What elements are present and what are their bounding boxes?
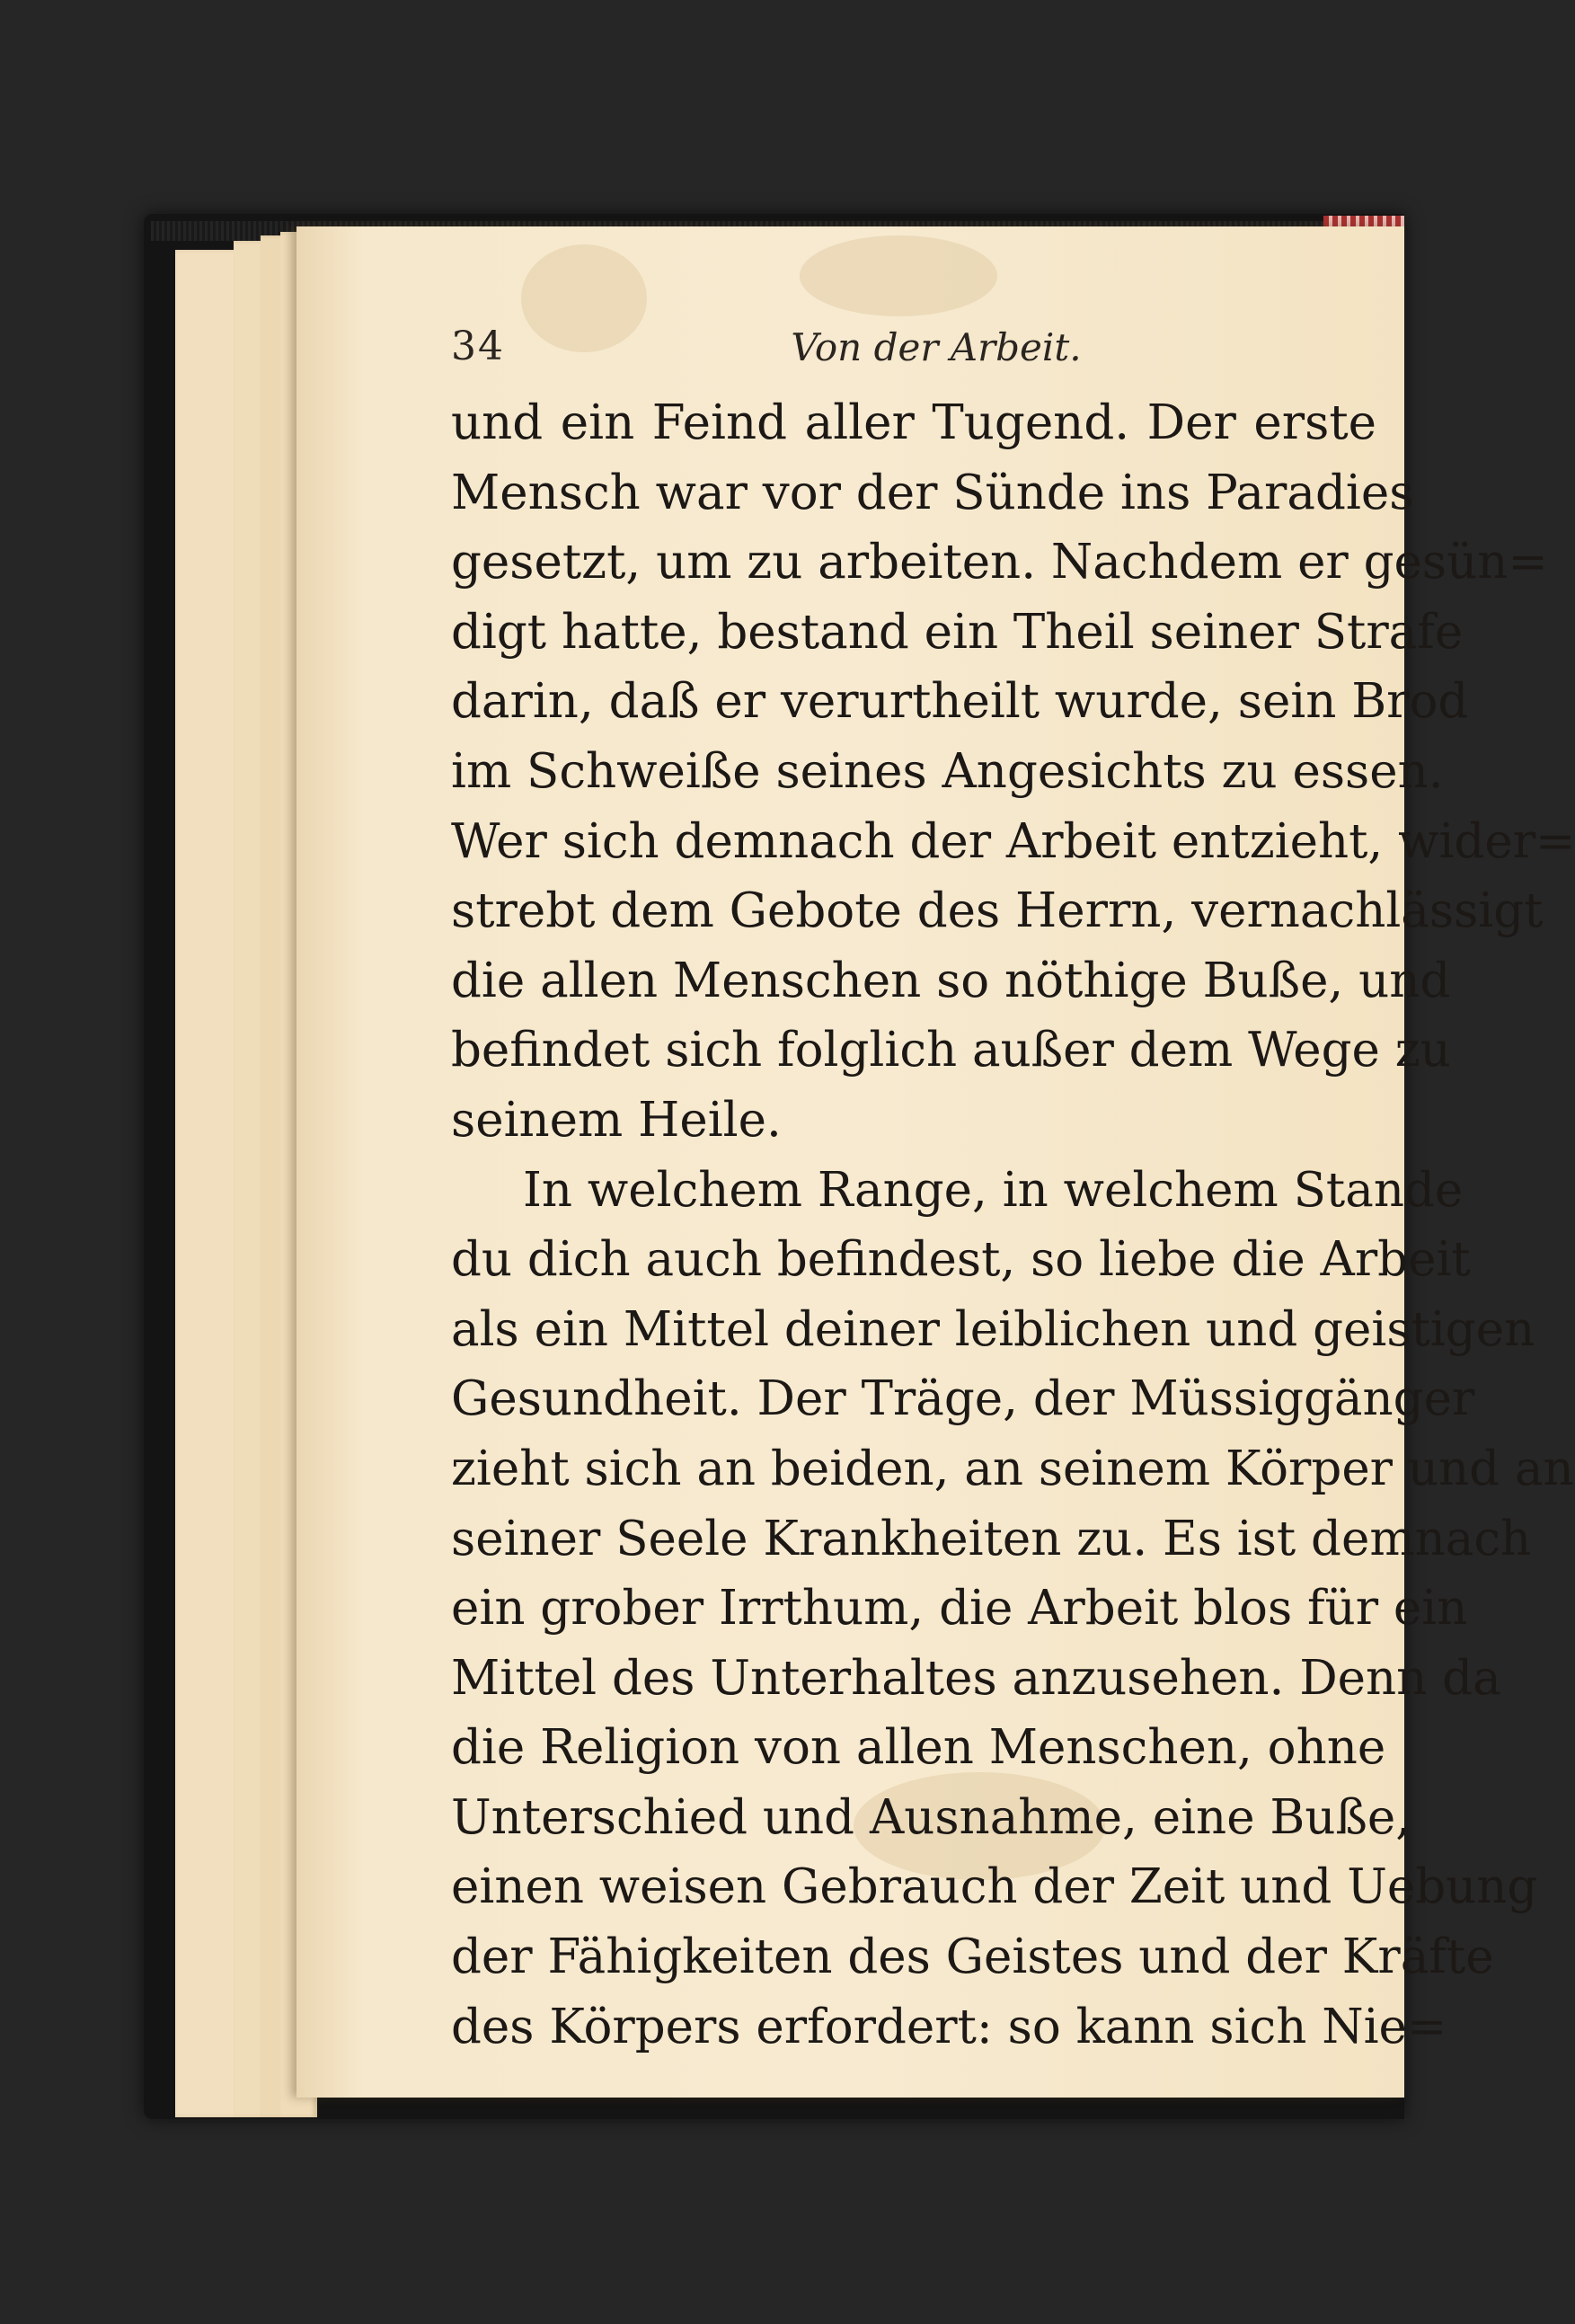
text-line: Gesundheit. Der Träge, der Müssiggänger xyxy=(451,1371,1475,1427)
text-line: Mittel des Unterhaltes anzusehen. Denn da xyxy=(451,1650,1501,1706)
paragraph xyxy=(451,388,1575,1156)
text-line: als ein Mittel deiner leiblichen und geistigen xyxy=(451,1301,1535,1357)
text-line: die allen Menschen so nöthige Buße, und xyxy=(451,953,1451,1008)
book-page xyxy=(296,226,1575,2098)
text-line: du dich auch befindest, so liebe die Arbeit xyxy=(451,1232,1471,1288)
text-line: zieht sich an beiden, an seinem Körper und an xyxy=(451,1441,1574,1496)
text-line: einen weisen Gebrauch der Zeit und Uebung xyxy=(451,1859,1538,1915)
body-text xyxy=(451,388,1575,2062)
text-line: In welchem Range, in welchem Stande xyxy=(523,1162,1464,1218)
paragraph xyxy=(451,1156,1574,2062)
text-line: der Fähigkeiten des Geistes und der Kräfte xyxy=(451,1929,1494,1985)
running-title: Von der Arbeit. xyxy=(791,325,1082,369)
text-line: und ein Feind aller Tugend. Der erste xyxy=(451,395,1376,450)
page-header xyxy=(451,324,1376,377)
text-line: darin, daß er verurtheilt wurde, sein Brod xyxy=(451,674,1469,730)
text-line: digt hatte, bestand ein Theil seiner Strafe xyxy=(451,604,1464,660)
text-line: Wer sich demnach der Arbeit entzieht, wider= xyxy=(451,813,1575,869)
text-line: befindet sich folglich außer dem Wege zu xyxy=(451,1023,1451,1078)
text-line: strebt dem Gebote des Herrn, vernachlässigt xyxy=(451,883,1544,939)
text-line: Mensch war vor der Sünde ins Paradies xyxy=(451,465,1414,520)
text-line: im Schweiße seines Angesichts zu essen. xyxy=(451,743,1444,799)
text-line: des Körpers erfordert: so kann sich Nie= xyxy=(451,1999,1447,2054)
text-line: ein grober Irrthum, die Arbeit blos für ein xyxy=(451,1581,1468,1637)
page-number: 34 xyxy=(451,324,505,369)
page-stain xyxy=(800,235,997,316)
text-line: seinem Heile. xyxy=(451,1092,782,1148)
text-line: Unterschied und Ausnahme, eine Buße, xyxy=(451,1789,1411,1845)
text-line: seiner Seele Krankheiten zu. Es ist demnach xyxy=(451,1511,1532,1566)
text-line: die Religion von allen Menschen, ohne xyxy=(451,1720,1386,1776)
text-line: gesetzt, um zu arbeiten. Nachdem er gesün= xyxy=(451,535,1548,590)
